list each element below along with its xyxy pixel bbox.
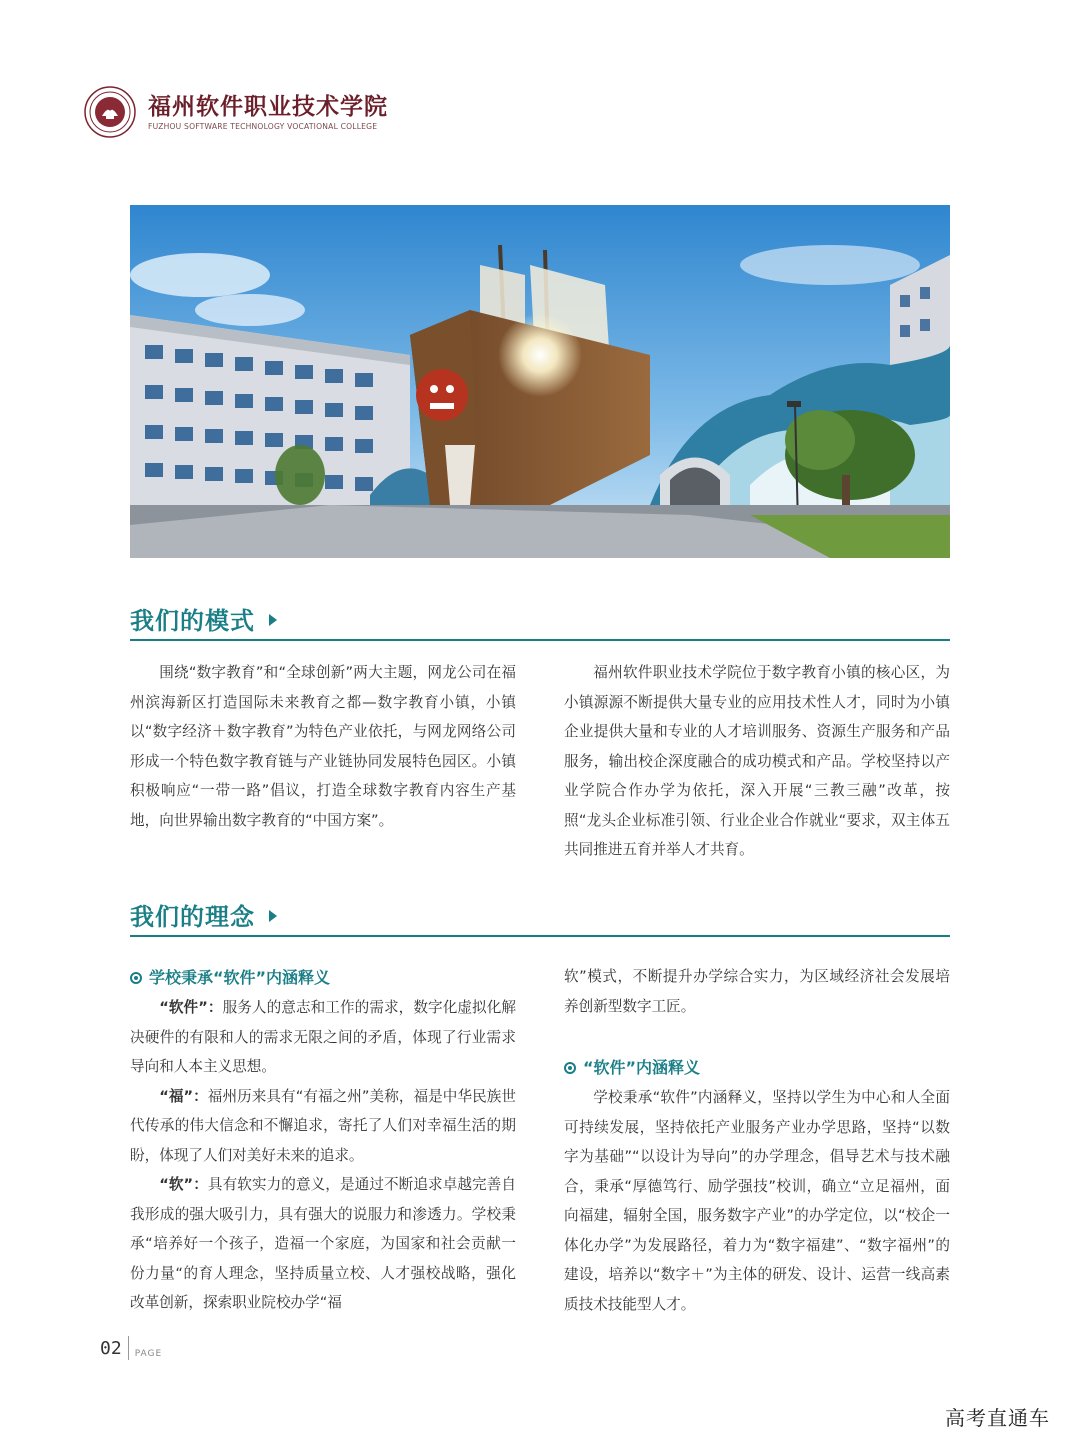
section-title-philosophy: [130, 897, 950, 937]
college-logo: [84, 86, 136, 138]
term-label: “福”：: [159, 1087, 208, 1105]
term-text: 具有软实力的意义，是通过不断追求卓越完善自我形成的强大吸引力，具有强大的说服力和渗透力。学校秉承“培养好一个孩子，造福一个家庭，为国家和社会贡献一份力量“的育人理念，坚持质量立校、人才强校战略，强化改革创新，探索职业院校办学“福: [130, 1176, 516, 1311]
model-right-column: [564, 658, 950, 865]
page-number: [100, 1336, 162, 1360]
page-header: [84, 86, 388, 138]
model-right-paragraph: 福州软件职业技术学院位于数字教育小镇的核心区，为小镇源源不断提供大量专业的应用技术性人才，同时为小镇企业提供大量和专业的人才培训服务、资源生产服务和产品服务，输出校企深度融合的成功模式和产品。学校坚持以产业学院合作办学为依托，深入开展“三教三融”改革，按照“龙头企业标准引领、行业企业合作就业“要求，双主体五共同推进五育并举人才共育。: [564, 664, 950, 858]
target-bullet-icon: [564, 1062, 576, 1074]
term-text: 福州历来具有“有福之州”美称，福是中华民族世代传承的伟大信念和不懈追求，寄托了人们对幸福生活的期盼，体现了人们对美好未来的追求。: [130, 1087, 517, 1164]
ruan-definition: [130, 1170, 516, 1318]
subheading-text: 学校秉承“软件”内涵释义: [149, 968, 331, 987]
target-bullet-icon: [130, 972, 142, 984]
page-label: PAGE: [134, 1349, 163, 1359]
page-number-value: 02: [100, 1337, 122, 1359]
software-meaning-paragraph: 学校秉承“软件”内涵释义，坚持以学生为中心和人全面可持续发展，坚持依托产业服务产业办学思路，坚持“以数字为基础”“以设计为导向”的办学理念，倡导艺术与技术融合，秉承“厚德笃行、励学强技”校训，确立“立足福州，面向福建，辐射全国，服务数字产业”的办学定位，以“校企一体化办学”为发展路径，着力为“数字福建”、“数字福州”的建设，培养以“数字＋”为主体的研发、设计、运营一线高素质技术技能型人才。: [564, 1089, 950, 1313]
watermark: 高考直通车: [945, 1406, 1050, 1430]
subheading-software-meaning: [130, 963, 516, 993]
section-title-text: 我们的理念: [130, 903, 255, 931]
section-title-model: [130, 601, 950, 641]
model-left-column: [130, 658, 516, 835]
subheading-software-meaning-2: [564, 1053, 950, 1083]
model-left-paragraph: 围绕“数字教育”和“全球创新”两大主题，网龙公司在福州滨海新区打造国际未来教育之都—数字教育小镇，小镇以“数字经济＋数字教育”为特色产业依托，与网龙网络公司形成一个特色数字教育链与产业链协同发展特色园区。小镇积极响应“一带一路”倡议，打造全球数字教育内容生产基地，向世界输出数字教育的“中国方案”。: [130, 664, 516, 829]
continued-paragraph: 软”模式，不断提升办学综合实力，为区域经济社会发展培养创新型数字工匠。: [564, 968, 950, 1015]
arrow-right-icon: [269, 910, 277, 922]
divider: [128, 1336, 129, 1360]
fu-definition: [130, 1082, 516, 1171]
college-name: 福州软件职业技术学院: [148, 93, 388, 120]
section-title-text: 我们的模式: [130, 607, 255, 635]
software-definition: [130, 993, 516, 1082]
college-name-en: FUZHOU SOFTWARE TECHNOLOGY VOCATIONAL COLLEGE: [148, 122, 378, 131]
campus-photo: [130, 205, 950, 558]
term-label: “软件”：: [159, 999, 223, 1016]
term-label: “软”：: [159, 1176, 208, 1193]
term-text: 服务人的意志和工作的需求，数字化虚拟化解决硬件的有限和人的需求无限之间的矛盾，体现了行业需求导向和人本主义思想。: [130, 999, 516, 1075]
philosophy-left-column: [130, 963, 516, 1318]
arrow-right-icon: [269, 614, 277, 626]
subheading-text: “软件”内涵释义: [583, 1058, 701, 1077]
philosophy-right-column: [564, 962, 950, 1319]
